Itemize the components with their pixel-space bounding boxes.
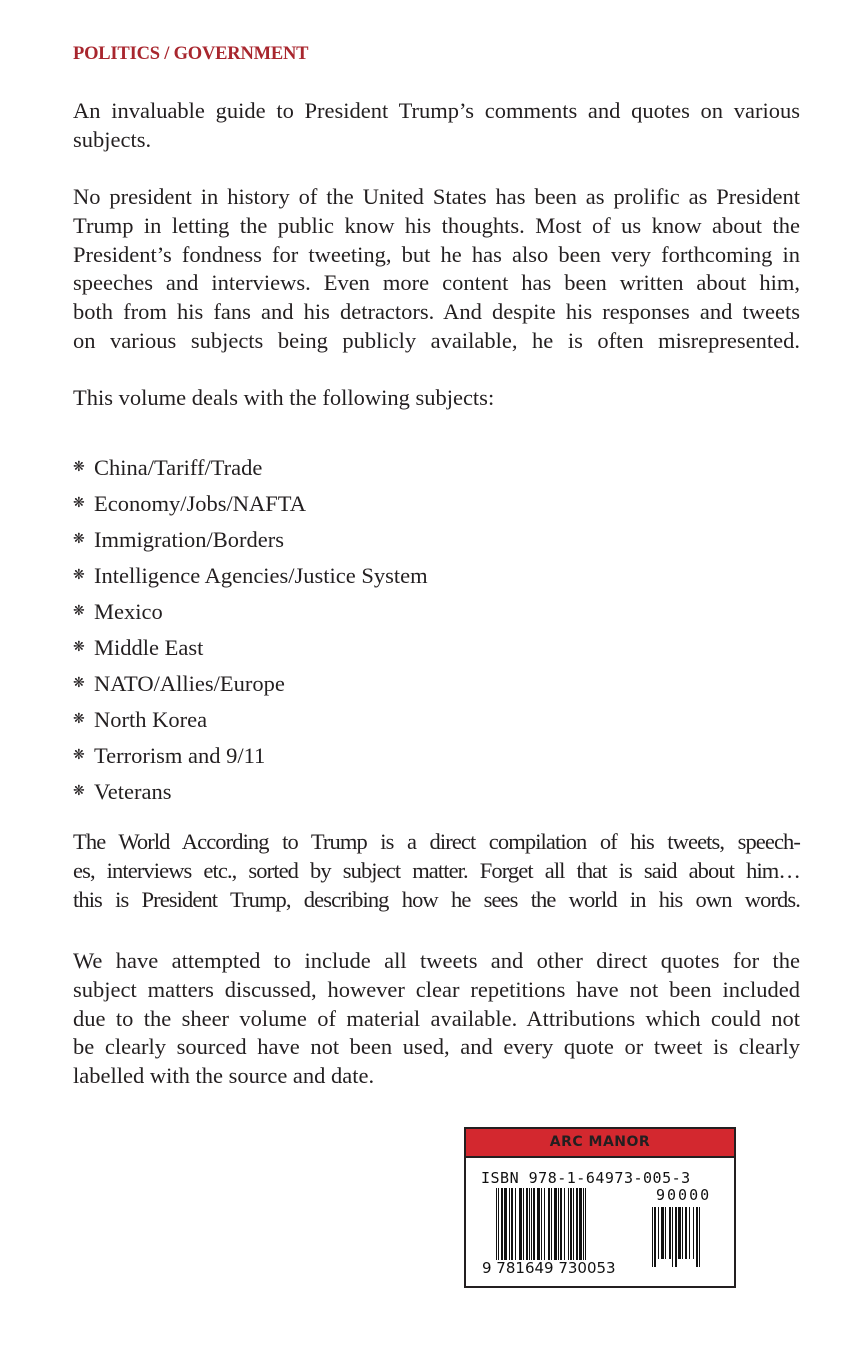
text-line: President’s fondness for tweeting, but he has also been very forthcoming in [73, 241, 800, 267]
subject-label: Mexico [94, 599, 163, 624]
subject-label: Middle East [94, 635, 204, 660]
text-line: es, interviews etc., sorted by subject matter. Forget all that is said about him… [73, 857, 800, 883]
subject-label: Economy/Jobs/NAFTA [94, 491, 306, 516]
isbn-text: ISBN 978-1-64973-005-3 [481, 1169, 691, 1187]
subject-item [73, 666, 428, 702]
text-line: due to the sheer volume of material available. Attributions which could not [73, 1005, 800, 1031]
subject-item [73, 738, 428, 774]
subject-item [73, 522, 428, 558]
intro-paragraph [73, 97, 800, 155]
subject-item [73, 774, 428, 810]
text-line: this is President Trump, describing how he sees the world in his own words. [73, 886, 800, 912]
bullet-star-icon: ❋ [73, 496, 85, 511]
text-line: No president in history of the United States has been as prolific as President [73, 184, 800, 209]
text-line: both from his fans and his detractors. And despite his responses and tweets [73, 299, 800, 325]
methodology-paragraph [73, 947, 800, 1091]
subject-item [73, 702, 428, 738]
text-line: labelled with the source and date. [73, 1063, 375, 1089]
bullet-star-icon: ❋ [73, 712, 85, 727]
subject-label: Veterans [94, 779, 172, 804]
category-label: POLITICS / GOVERNMENT [73, 44, 309, 64]
subject-item [73, 558, 428, 594]
bullet-star-icon: ❋ [73, 568, 85, 583]
bullet-star-icon: ❋ [73, 676, 85, 691]
text-line: The World According to Trump is a direct compilation of his tweets, speech- [73, 829, 800, 854]
bullet-star-icon: ❋ [73, 640, 85, 655]
bullet-star-icon: ❋ [73, 460, 85, 475]
text-line: subject matters discussed, however clear repetitions have not been included [73, 976, 800, 1002]
subject-item [73, 486, 428, 522]
text-line: We have attempted to include all tweets and other direct quotes for the [73, 948, 800, 973]
text-line: This volume deals with the following subjects: [73, 385, 495, 410]
compilation-paragraph [73, 828, 800, 914]
text-line: An invaluable guide to President Trump’s comments and quotes on various [73, 98, 800, 123]
price-code: 90000 [656, 1186, 712, 1204]
subject-item [73, 594, 428, 630]
text-line: subjects. [73, 126, 152, 152]
subject-label: Intelligence Agencies/Justice System [94, 563, 428, 588]
subject-label: China/Tariff/Trade [94, 455, 263, 480]
subjects-intro [73, 384, 800, 413]
ean-digits: 9 781649 730053 [482, 1259, 616, 1277]
bullet-star-icon: ❋ [73, 748, 85, 763]
subject-label: Immigration/Borders [94, 527, 284, 552]
text-line: on various subjects being publicly available, he is often misrepresented. [73, 327, 800, 353]
subject-label: Terrorism and 9/11 [94, 743, 266, 768]
subject-item [73, 450, 428, 486]
publisher-banner: ARC MANOR [466, 1129, 734, 1158]
subject-label: NATO/Allies/Europe [94, 671, 285, 696]
text-line: Trump in letting the public know his thoughts. Most of us know about the [73, 212, 800, 238]
bullet-star-icon: ❋ [73, 532, 85, 547]
subject-label: North Korea [94, 707, 208, 732]
bullet-star-icon: ❋ [73, 604, 85, 619]
description-paragraph [73, 183, 800, 356]
barcode-addon-icon [652, 1207, 726, 1267]
subject-item [73, 630, 428, 666]
isbn-barcode-block [464, 1127, 736, 1288]
subjects-list [73, 450, 428, 810]
bullet-star-icon: ❋ [73, 784, 85, 799]
text-line: be clearly sourced have not been used, and every quote or tweet is clearly [73, 1034, 800, 1060]
text-line: speeches and interviews. Even more content has been written about him, [73, 270, 800, 296]
